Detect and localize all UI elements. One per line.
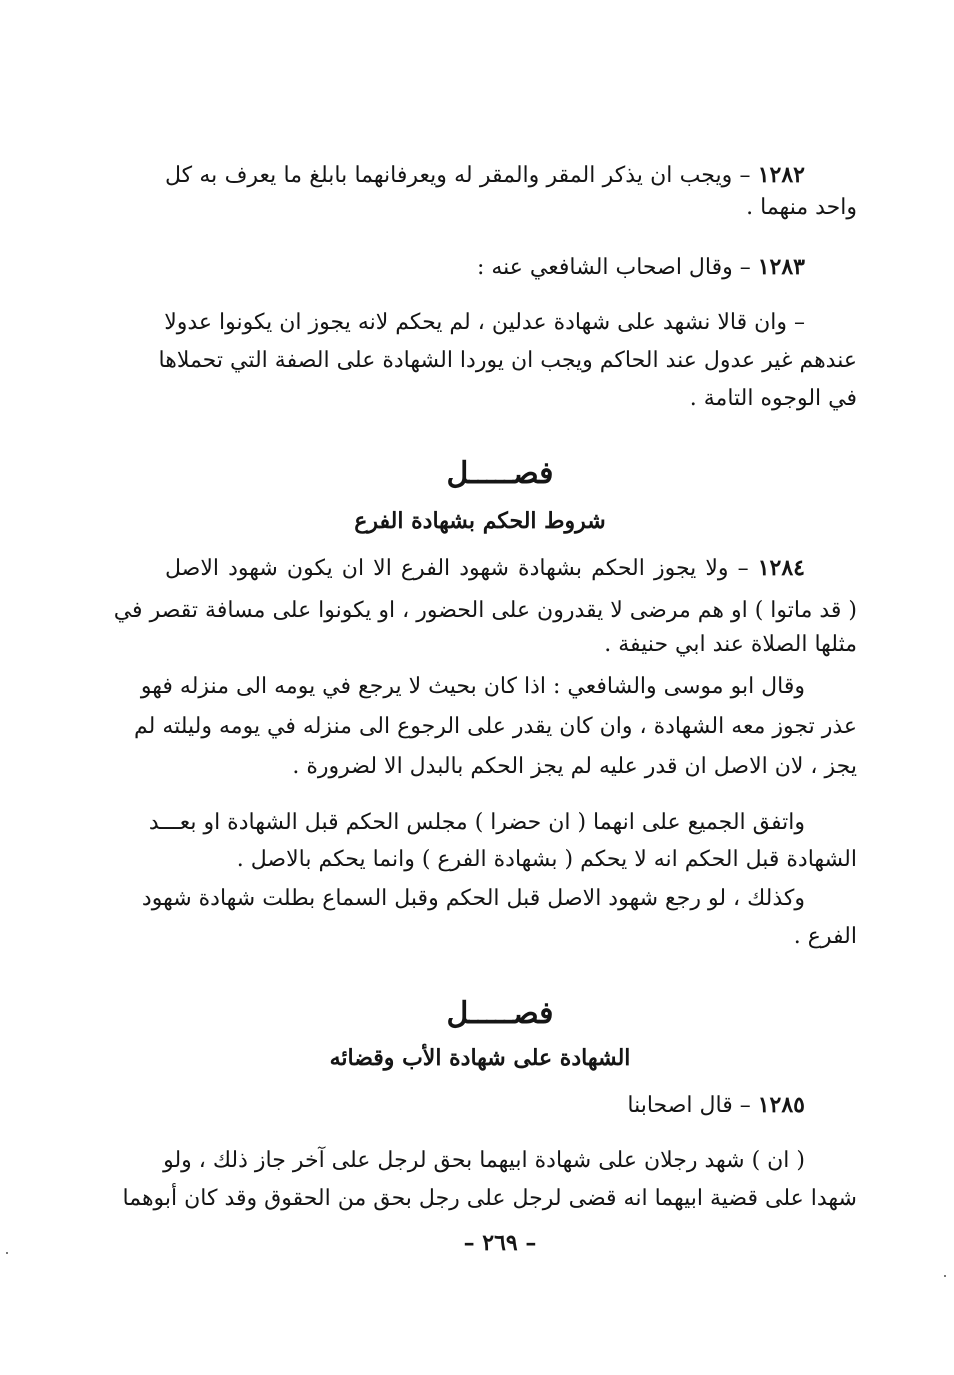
scan-speck [944, 1275, 946, 1277]
section-heading: فصـــــل [446, 996, 554, 1031]
text-line: – وان قالا نشهد على شهادة عدلين ، لم يحكم لانه يجوز ان يكونوا عدولا [164, 310, 805, 335]
text-line: وقال ابو موسى والشافعي : اذا كان بحيث لا يرجع في يومه الى منزله فهو [140, 674, 805, 699]
article-number: ١٢٨٤ [757, 555, 805, 581]
text-line: عندهم غير عدول عند الحاكم ويجب ان يوردا الشهادة على الصفة التي تحملاها [158, 348, 857, 373]
text-line: واتفق الجميع على انهما ( ان حضرا ) مجلس الحكم قبل الشهادة او بعـــد [148, 810, 805, 835]
page-number: – ٢٦٩ – [463, 1230, 537, 1256]
text-line: ( ان ) شهد رجلان على شهادة ابيهما بحق لرجل على آخر جاز ذلك ، ولو [163, 1148, 805, 1173]
text-line: في الوجوه التامة . [689, 386, 857, 411]
article-number: ١٢٨٣ [757, 254, 805, 280]
text-line: ١٢٨٢ – ويجب ان يذكر المقر والمقر له ويعرفانهما بابلغ ما يعرف به كل [165, 162, 805, 188]
article-number: ١٢٨٥ [757, 1092, 805, 1118]
section-heading: فصـــــل [446, 456, 554, 491]
text-line: وكذلك ، لو رجع شهود الاصل قبل الحكم وقبل السماع بطلت شهادة شهود [141, 886, 805, 911]
text-line: ١٢٨٥ – قال اصحابنا [627, 1092, 805, 1118]
article-number: ١٢٨٢ [757, 162, 805, 188]
text-line: واحد منهما . [746, 195, 857, 220]
text-line: يجز ، لان الاصل ان قدر عليه لم يجز الحكم بالبدل الا لضرورة . [292, 754, 857, 779]
scan-speck [6, 1252, 8, 1254]
text-line: الشهادة قبل الحكم انه لا يحكم ( بشهادة الفرع ) وانما يحكم بالاصل . [236, 847, 857, 872]
section-title: الشهادة على شهادة الأب وقضائه [329, 1045, 631, 1071]
section-title: شروط الحكم بشهادة الفرع [354, 508, 606, 534]
text-line: مثلها الصلاة عند ابي حنيفة . [604, 632, 857, 657]
text-line: عذر تجوز معه الشهادة ، وان كان يقدر على الرجوع الى منزله في يومه وليلته لم [133, 714, 857, 739]
text-line: الفرع . [793, 924, 857, 949]
text-line: شهدا على قضية ابيهما انه قضى لرجل على رجل بحق من الحقوق وقد كان أبوهما [122, 1186, 857, 1211]
text-line: ( قد ماتوا ) او هم مرضى لا يقدرون على الحضور ، او يكونوا على مسافة تقصر في [113, 598, 857, 623]
text-line: ١٢٨٣ – وقال اصحاب الشافعي عنه : [476, 254, 805, 280]
text-line: ١٢٨٤ – ولا يجوز الحكم بشهادة شهود الفرع الا ان يكون شهود الاصل [165, 555, 805, 581]
